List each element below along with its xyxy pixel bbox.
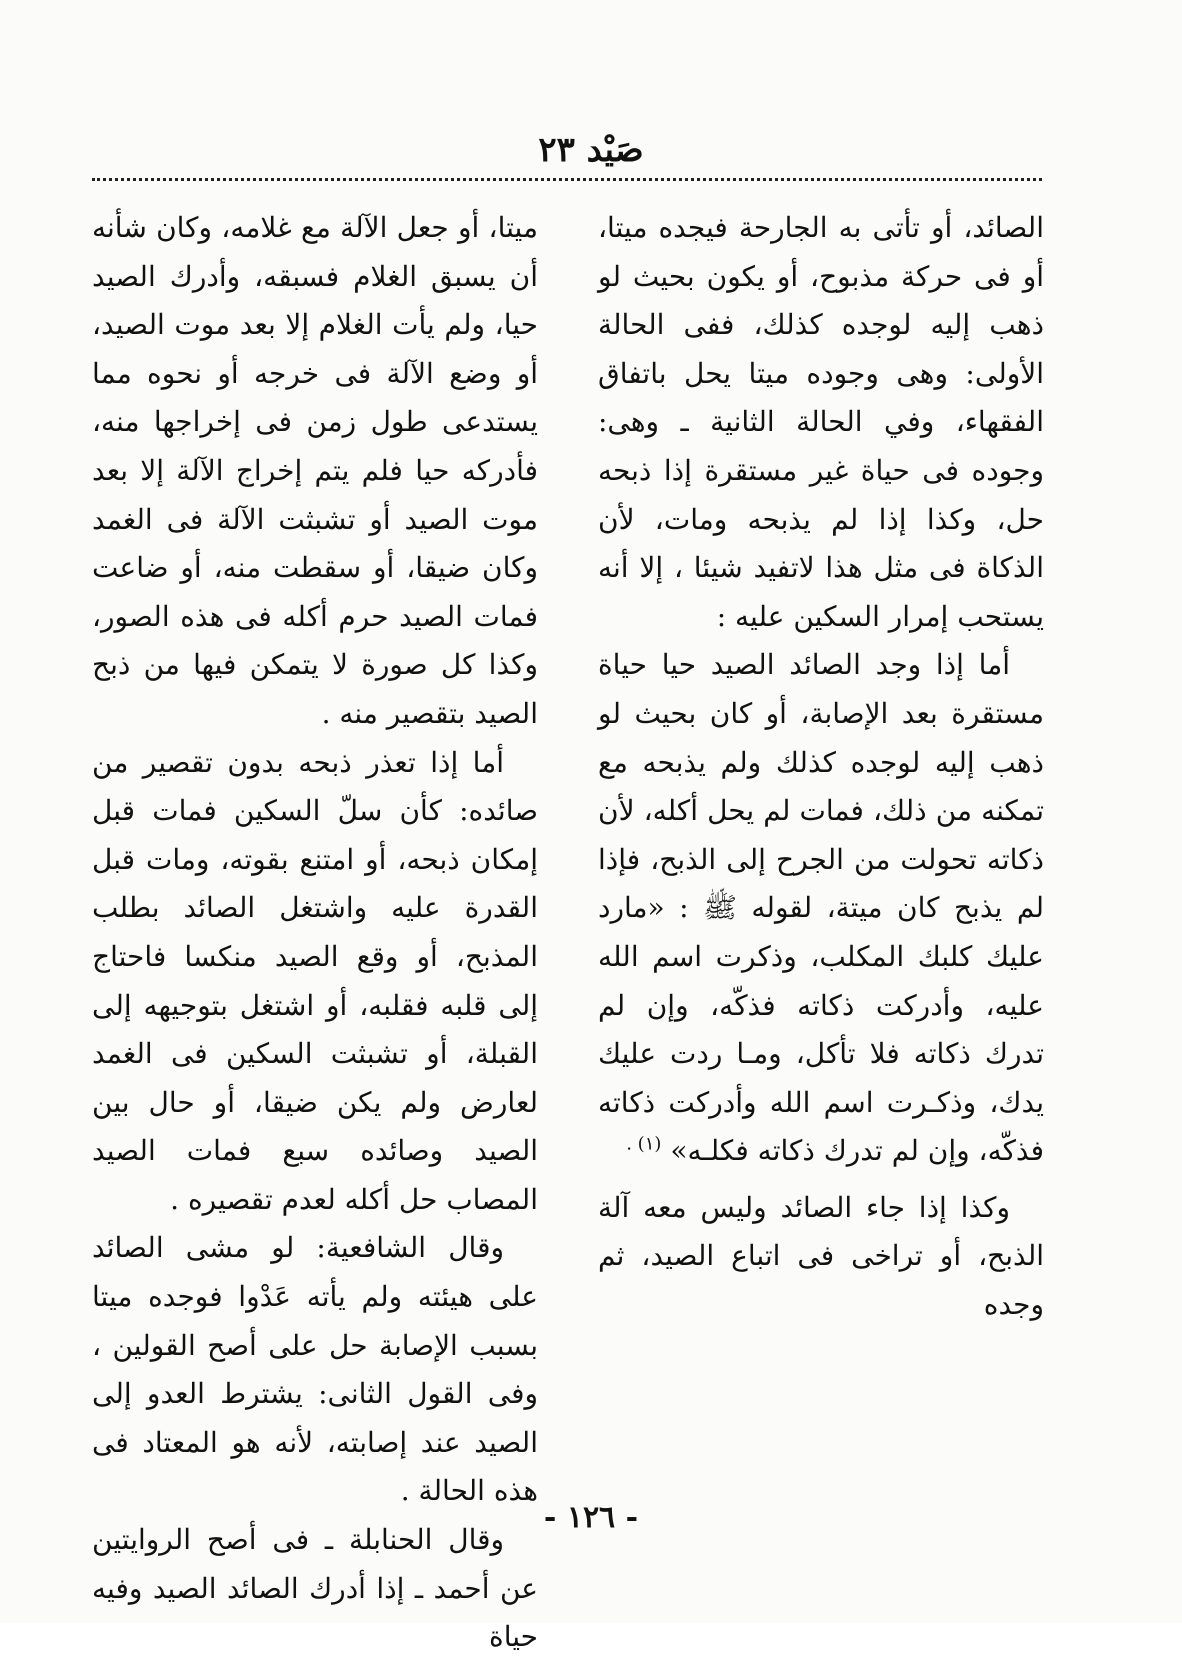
left-column <box>92 204 538 1662</box>
footnote-reference-1[interactable]: (١) . <box>626 1133 662 1155</box>
page-number: - ١٢٦ - <box>543 1500 639 1535</box>
header-dotted-rule <box>92 178 1042 181</box>
right-paragraph-3: وكذا إذا جاء الصائد وليس معه آلة الذبح، أو تراخى فى اتباع الصيد، ثم وجده <box>598 1190 1044 1322</box>
right-paragraph-1: الصائد، أو تأتى به الجارحة فيجده ميتا، أو فى حركة مذبوح، أو يكون بحيث لو ذهب إليه لوجده كذلك، ففى الحالة الأولى: وهى وجوده ميتا يحل باتفاق الفقهاء، وفي الحالة الثانية ـ وهى: وجوده فى حياة غير مستقرة إذا ذبحه حل، وكذا إذا لم يذبحه ومات، لأن الذكاة فى مثل هذا لاتفيد شيئا ، إلا أنه يستحب إمرار السكين عليه : <box>598 211 1044 633</box>
left-paragraph-2: أما إذا تعذر ذبحه بدون تقصير من صائده: كأن سلّ السكين فمات قبل إمكان ذبحه، أو امتنع بقوته، ومات قبل القدرة عليه واشتغل الصائد بطلب المذبح، أو وقع الصيد منكسا فاحتاج إلى قلبه فقلبه، أو اشتغل بتوجيهه إلى القبلة، أو تشبثت السكين فى الغمد لعارض ولم يكن ضيقا، أو حال بين الصيد وصائده سبع فمات الصيد المصاب حل أكله لعدم تقصيره . <box>92 745 538 1216</box>
left-paragraph-4: وقال الحنابلة ـ فى أصح الروايتين عن أحمد ـ إذا أدرك الصائد الصيد وفيه حياة <box>92 1523 539 1654</box>
right-paragraph-2 <box>598 641 1044 1176</box>
right-column <box>598 204 1044 1330</box>
left-paragraph-3: وقال الشافعية: لو مشى الصائد على هيئته ولم يأته عَدْوا فوجده ميتا بسبب الإصابة حل على أصح القولين ، وفى القول الثانى: يشترط العدو إلى الصيد عند إصابته، لأنه هو المعتاد فى هذه الحالة . <box>92 1231 538 1508</box>
running-header-title: صَيْد ٢٣ <box>538 130 644 170</box>
right-paragraph-2-text: أما إذا وجد الصائد الصيد حيا حياة مستقرة بعد الإصابة، أو كان بحيث لو ذهب إليه لوجده كذلك ولم يذبحه مع تمكنه من ذلك، فمات لم يحل أكله، لأن ذكاته تحولت من الجرح إلى الذبح، فإذا لم يذبح كان ميتة، لقوله ﷺ : «مارد عليك كلبك المكلب، وذكرت اسم الله عليه، وأدركت ذكاته فذكّه، وإن لم تدرك ذكاته فلا تأكل، ومـا ردت عليك يدك، وذكـرت اسم الله وأدركت ذكاته فذكّه، وإن لم تدرك ذكاته فكلـه» <box>598 648 1044 1168</box>
left-paragraph-1: ميتا، أو جعل الآلة مع غلامه، وكان شأنه أن يسبق الغلام فسبقه، وأدرك الصيد حيا، ولم يأت الغلام إلا بعد موت الصيد، أو وضع الآلة فى خرجه أو نحوه مما يستدعى طول زمن فى إخراجها منه، فأدركه حيا فلم يتم إخراج الآلة إلا بعد موت الصيد أو تشبثت الآلة فى الغمد وكان ضيقا، أو سقطت منه، أو ضاعت فمات الصيد حرم أكله فى هذه الصور، وكذا كل صورة لا يتمكن فيها من ذبح الصيد بتقصير منه . <box>92 211 538 730</box>
